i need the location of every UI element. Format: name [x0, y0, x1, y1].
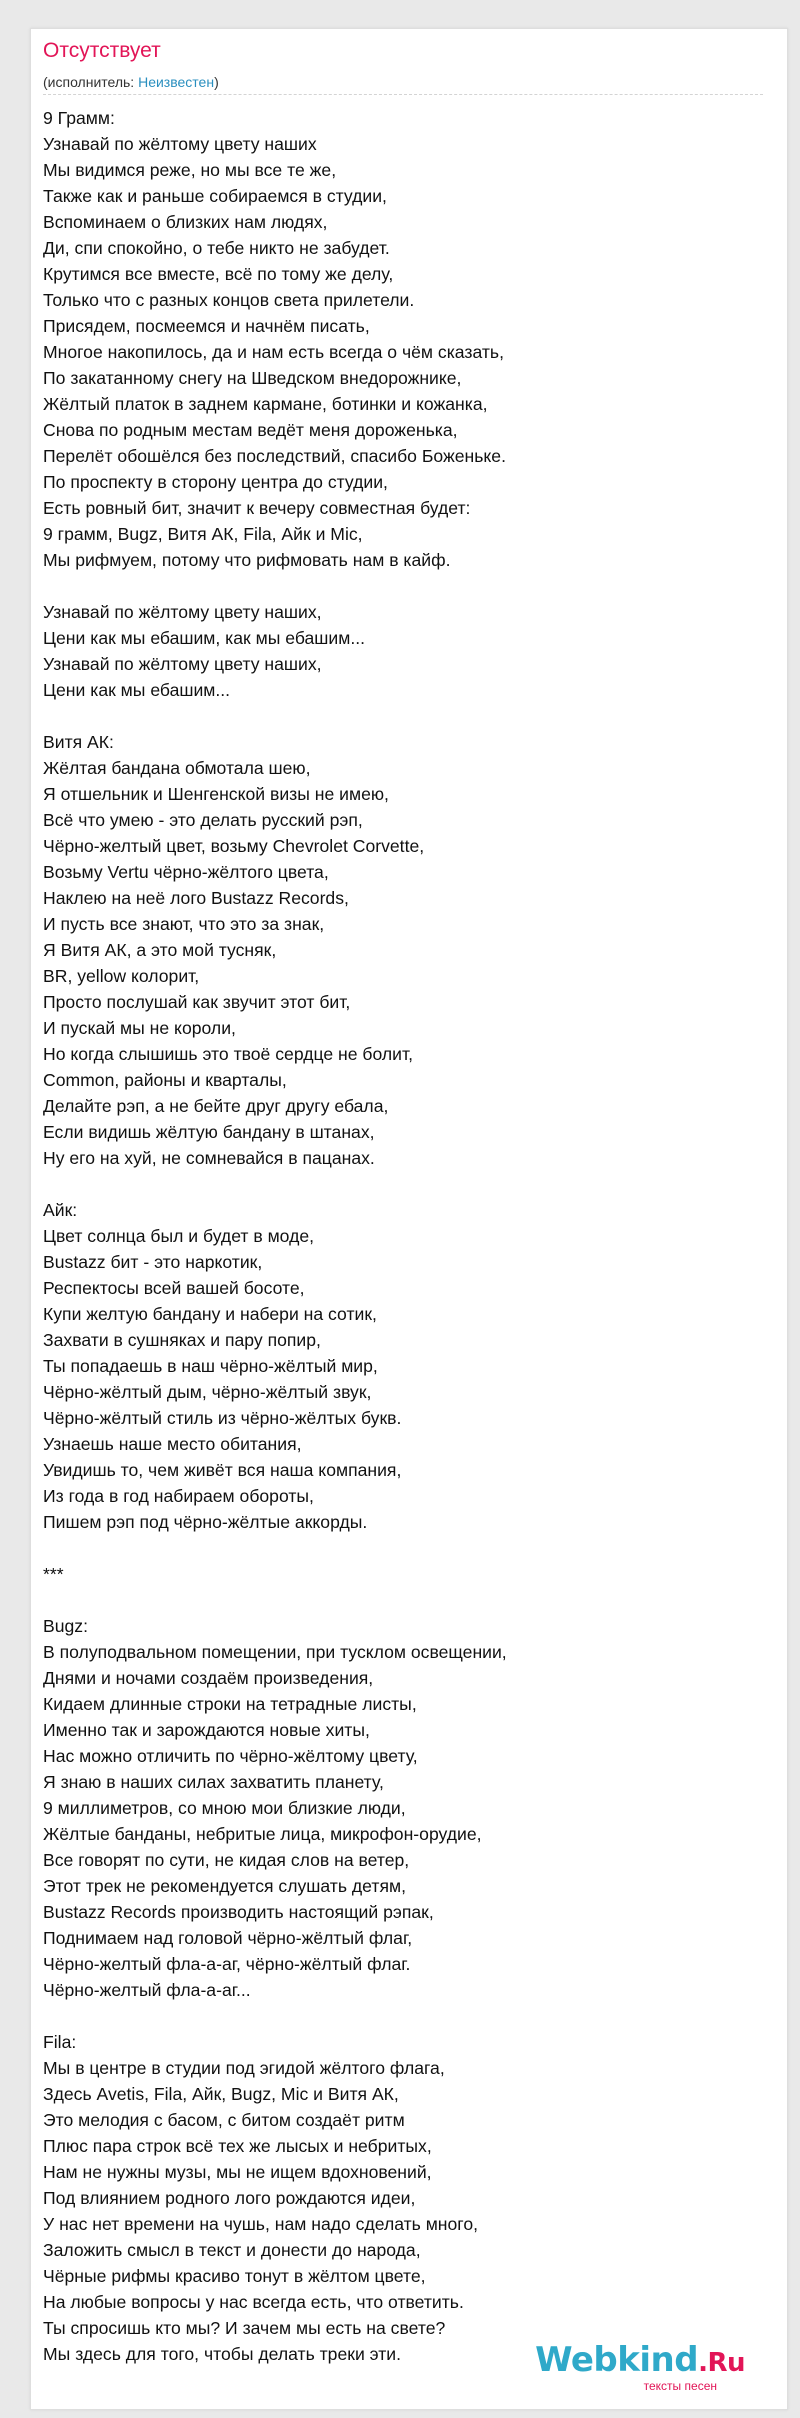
- lyric-line: Кидаем длинные строки на тетрадные листы,: [43, 1694, 417, 1714]
- song-title: Отсутствует: [43, 39, 161, 62]
- lyric-line: В полуподвальном помещении, при тусклом освещении,: [43, 1642, 507, 1662]
- lyric-line: Ну его на хуй, не сомневайся в пацанах.: [43, 1148, 375, 1168]
- lyric-line: Айк:: [43, 1200, 78, 1220]
- lyric-line: Этот трек не рекомендуется слушать детям,: [43, 1876, 406, 1896]
- lyric-line: Присядем, посмеемся и начнём писать,: [43, 316, 370, 336]
- lyric-line: Чёрно-желтый фла-а-аг, чёрно-жёлтый флаг.: [43, 1954, 411, 1974]
- lyric-line: И пускай мы не короли,: [43, 1018, 236, 1038]
- lyric-line: Но когда слышишь это твоё сердце не болит,: [43, 1044, 413, 1064]
- lyric-line: Нам не нужны музы, мы не ищем вдохновений,: [43, 2162, 432, 2182]
- lyric-line: Если видишь жёлтую бандану в штанах,: [43, 1122, 375, 1142]
- lyric-line: Мы здесь для того, чтобы делать треки эти.: [43, 2344, 402, 2364]
- artist-suffix: ): [214, 74, 219, 90]
- logo-tagline: тексты песен: [643, 2379, 717, 2393]
- lyric-line: Под влиянием родного лого рождаются идеи,: [43, 2188, 416, 2208]
- lyrics-text: [43, 105, 773, 2367]
- lyric-line: Bustazz бит - это наркотик,: [43, 1252, 263, 1272]
- lyric-line: 9 грамм, Bugz, Витя АК, Fila, Айк и Mic,: [43, 524, 363, 544]
- lyric-line: Мы видимся реже, но мы все те же,: [43, 160, 337, 180]
- lyric-line: Из года в год набираем обороты,: [43, 1486, 314, 1506]
- lyric-line: Узнавай по жёлтому цвету наших: [43, 134, 317, 154]
- lyric-line: Только что с разных концов света прилетели.: [43, 290, 415, 310]
- lyric-line: Bugz:: [43, 1616, 88, 1636]
- lyric-line: Пишем рэп под чёрно-жёлтые аккорды.: [43, 1512, 368, 1532]
- lyric-line: Просто послушай как звучит этот бит,: [43, 992, 351, 1012]
- lyric-line: Заложить смысл в текст и донести до народа,: [43, 2240, 421, 2260]
- lyric-line: Также как и раньше собираемся в студии,: [43, 186, 387, 206]
- lyric-line: Чёрные рифмы красиво тонут в жёлтом цвете,: [43, 2266, 426, 2286]
- lyric-line: Респектосы всей вашей босоте,: [43, 1278, 305, 1298]
- lyric-line: И пусть все знают, что это за знак,: [43, 914, 325, 934]
- lyric-line: Ди, спи спокойно, о тебе никто не забудет.: [43, 238, 390, 258]
- title-divider: [43, 94, 763, 95]
- lyric-line: Витя АК:: [43, 732, 114, 752]
- lyric-line: Цвет солнца был и будет в моде,: [43, 1226, 315, 1246]
- webkind-logo[interactable]: [535, 2342, 745, 2393]
- lyric-line: Плюс пара строк всё тех же лысых и небритых,: [43, 2136, 432, 2156]
- lyric-line: У нас нет времени на чушь, нам надо сделать много,: [43, 2214, 479, 2234]
- blank-line: [43, 703, 773, 729]
- lyric-line: На любые вопросы у нас всегда есть, что ответить.: [43, 2292, 464, 2312]
- blank-line: [43, 1587, 773, 1613]
- logo-wordmark: [535, 2342, 745, 2381]
- lyric-line: Мы рифмуем, потому что рифмовать нам в кайф.: [43, 550, 451, 570]
- lyric-line: Днями и ночами создаём произведения,: [43, 1668, 374, 1688]
- lyric-line: Возьму Vertu чёрно-жёлтого цвета,: [43, 862, 329, 882]
- lyric-line: Чёрно-желтый фла-а-аг...: [43, 1980, 251, 2000]
- lyric-line: Жёлтые банданы, небритые лица, микрофон-орудие,: [43, 1824, 482, 1844]
- lyric-line: Ты попадаешь в наш чёрно-жёлтый мир,: [43, 1356, 378, 1376]
- lyric-line: Узнаешь наше место обитания,: [43, 1434, 302, 1454]
- lyric-line: Вспоминаем о близких нам людях,: [43, 212, 328, 232]
- lyric-line: Цени как мы ебашим...: [43, 680, 231, 700]
- lyric-line: 9 миллиметров, со мною мои близкие люди,: [43, 1798, 406, 1818]
- blank-line: [43, 1171, 773, 1197]
- lyric-line: Снова по родным местам ведёт меня дороженька,: [43, 420, 458, 440]
- lyric-line: Все говорят по сути, не кидая слов на ветер,: [43, 1850, 410, 1870]
- lyric-line: Поднимаем над головой чёрно-жёлтый флаг,: [43, 1928, 413, 1948]
- artist-link[interactable]: Неизвестен: [138, 74, 215, 90]
- lyric-line: Жёлтый платок в заднем кармане, ботинки и кожанка,: [43, 394, 488, 414]
- lyric-line: Перелёт обошёлся без последствий, спасибо Боженьке.: [43, 446, 506, 466]
- lyric-line: Всё что умею - это делать русский рэп,: [43, 810, 363, 830]
- lyric-line: Купи желтую бандану и набери на сотик,: [43, 1304, 377, 1324]
- lyric-line: Ты спросишь кто мы? И зачем мы есть на свете?: [43, 2318, 446, 2338]
- lyric-line: Нас можно отличить по чёрно-жёлтому цвету,: [43, 1746, 418, 1766]
- lyric-line: Это мелодия с басом, с битом создаёт ритм: [43, 2110, 405, 2130]
- lyric-line: BR, yellow колорит,: [43, 966, 200, 986]
- lyric-line: Многое накопилось, да и нам есть всегда о чём сказать,: [43, 342, 504, 362]
- lyric-line: Я знаю в наших силах захватить планету,: [43, 1772, 384, 1792]
- lyric-line: Жёлтая бандана обмотала шею,: [43, 758, 311, 778]
- artist-line: [43, 74, 219, 90]
- lyric-line: Я отшельник и Шенгенской визы не имею,: [43, 784, 389, 804]
- lyric-line: Чёрно-жёлтый дым, чёрно-жёлтый звук,: [43, 1382, 372, 1402]
- lyric-line: Узнавай по жёлтому цвету наших,: [43, 654, 322, 674]
- lyric-line: Делайте рэп, а не бейте друг другу ебала,: [43, 1096, 389, 1116]
- lyric-line: Увидишь то, чем живёт вся наша компания,: [43, 1460, 402, 1480]
- lyric-line: По проспекту в сторону центра до студии,: [43, 472, 388, 492]
- lyric-line: Есть ровный бит, значит к вечеру совместная будет:: [43, 498, 471, 518]
- lyrics-card: [30, 28, 788, 2410]
- lyric-line: Наклею на неё лого Bustazz Records,: [43, 888, 349, 908]
- logo-tld: .Ru: [698, 2348, 745, 2378]
- blank-line: [43, 2003, 773, 2029]
- lyric-line: Здесь Avetis, Fila, Айк, Bugz, Mic и Витя АК,: [43, 2084, 399, 2104]
- lyric-line: Чёрно-жёлтый стиль из чёрно-жёлтых букв.: [43, 1408, 402, 1428]
- artist-prefix: (исполнитель:: [43, 74, 139, 90]
- blank-line: [43, 1535, 773, 1561]
- blank-line: [43, 573, 773, 599]
- lyric-line: По закатанному снегу на Шведском внедорожнике,: [43, 368, 462, 388]
- lyric-line: Чёрно-желтый цвет, возьму Chevrolet Corvette,: [43, 836, 425, 856]
- lyric-line: Узнавай по жёлтому цвету наших,: [43, 602, 322, 622]
- lyric-line: Цени как мы ебашим, как мы ебашим...: [43, 628, 366, 648]
- lyric-line: Я Витя АК, а это мой тусняк,: [43, 940, 277, 960]
- lyric-line: ***: [43, 1564, 64, 1584]
- lyric-line: Мы в центре в студии под эгидой жёлтого флага,: [43, 2058, 445, 2078]
- logo-main-text: Webkind: [535, 2340, 699, 2380]
- lyric-line: Bustazz Records производить настоящий рэпак,: [43, 1902, 434, 1922]
- lyric-line: Крутимся все вместе, всё по тому же делу,: [43, 264, 394, 284]
- lyric-line: 9 Грамм:: [43, 108, 115, 128]
- lyric-line: Fila:: [43, 2032, 77, 2052]
- lyric-line: Именно так и зарождаются новые хиты,: [43, 1720, 370, 1740]
- lyric-line: Захвати в сушняках и пару попир,: [43, 1330, 321, 1350]
- lyric-line: Common, районы и кварталы,: [43, 1070, 287, 1090]
